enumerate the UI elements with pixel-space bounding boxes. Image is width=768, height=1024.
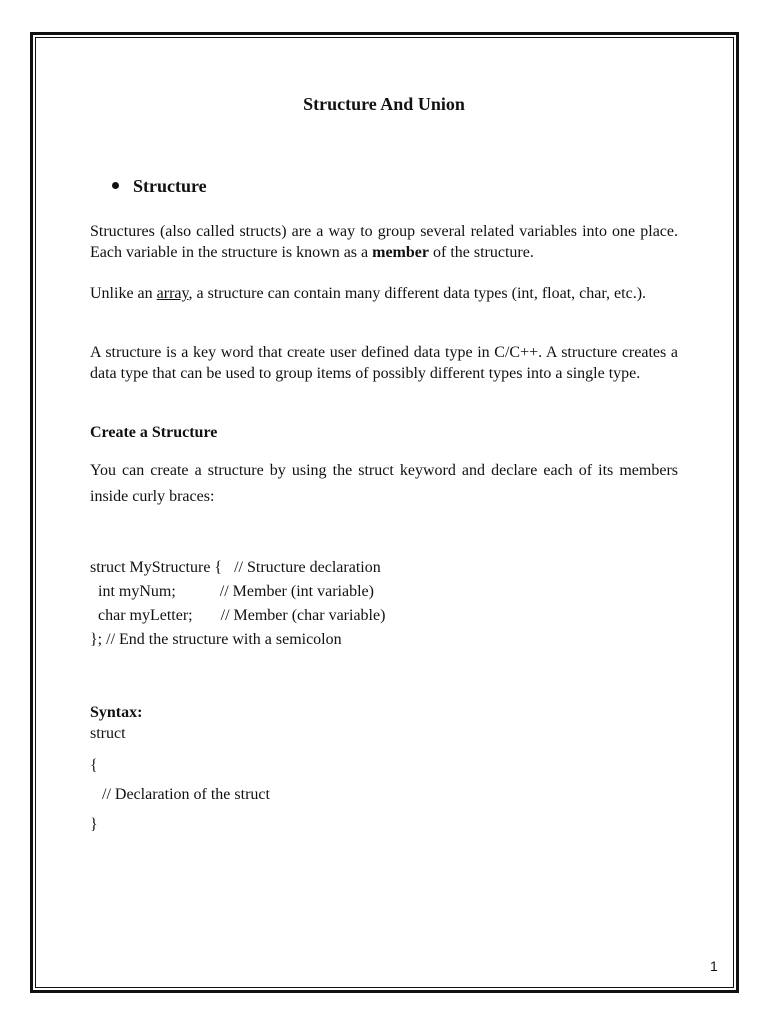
paragraph-structures-intro: [90, 221, 678, 263]
code-line: char myLetter; // Member (char variable): [90, 607, 386, 624]
syntax-line: struct: [90, 725, 126, 742]
code-example: [90, 556, 385, 652]
code-line: }; // End the structure with a semicolon: [90, 631, 342, 648]
syntax-line: {: [90, 757, 98, 774]
paragraph1-bold-member: member: [372, 244, 429, 261]
section-bullet: [112, 176, 207, 197]
syntax-line: }: [90, 816, 98, 833]
paragraph1-text-a: Structures (also called structs) are a way to group several related variables into one place. Each variable in the structure is known as a: [90, 223, 678, 261]
paragraph2-text-b: , a structure can contain many different data types (int, float, char, etc.).: [188, 285, 647, 302]
array-link[interactable]: array: [156, 285, 189, 302]
syntax-heading: Syntax:: [90, 704, 143, 721]
paragraph1-text-b: of the structure.: [428, 244, 534, 261]
page-title: Structure And Union: [303, 94, 465, 114]
bullet-icon: [112, 182, 119, 189]
paragraph-unlike-array: [90, 283, 678, 304]
code-line: int myNum; // Member (int variable): [90, 583, 374, 600]
paragraph2-text-a: Unlike an: [90, 285, 157, 302]
syntax-line: // Declaration of the struct: [90, 786, 270, 803]
page-number: 1: [710, 958, 718, 974]
create-structure-heading: Create a Structure: [90, 424, 218, 441]
paragraph-structure-keyword: A structure is a key word that create user defined data type in C/C++. A structure creates a data type that can be used to group items of possibly different types into a single type.: [90, 344, 678, 382]
section-bullet-label: Structure: [133, 176, 207, 196]
code-line: struct MyStructure { // Structure declaration: [90, 559, 381, 576]
paragraph-create-structure: You can create a structure by using the struct keyword and declare each of its members inside curly braces:: [90, 462, 678, 505]
